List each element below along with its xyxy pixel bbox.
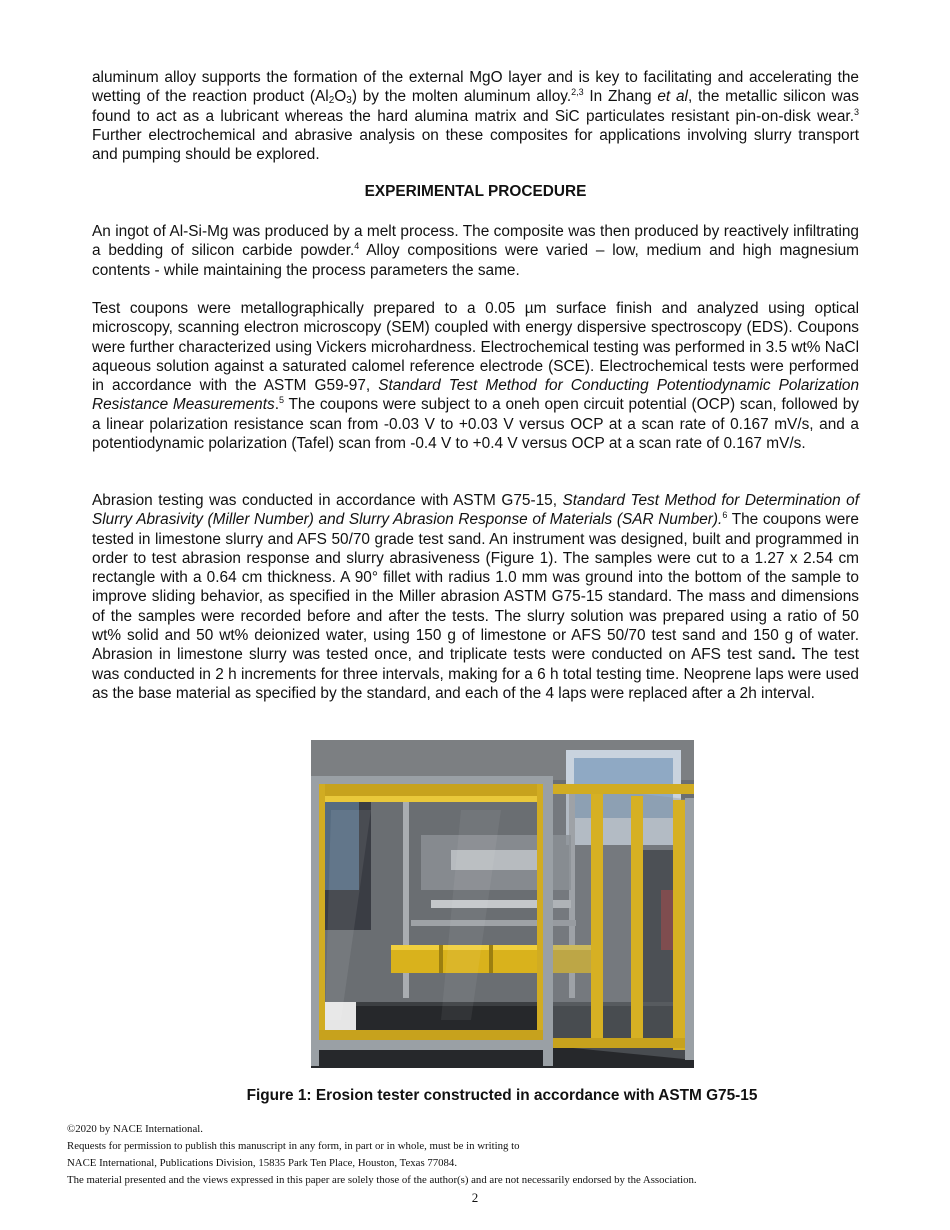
section-heading: EXPERIMENTAL PROCEDURE [364, 183, 587, 200]
footer-line: The material presented and the views expressed in this paper are solely those of the author(s) and are not necessarily endorsed by the Association. [67, 1174, 697, 1186]
footer-line: NACE International, Publications Division, 15835 Park Ten Place, Houston, Texas 77084. [67, 1157, 458, 1169]
copyright-footer [67, 1121, 887, 1189]
erosion-tester-photo [311, 740, 694, 1068]
procedure-paragraph-ingot: An ingot of Al-Si-Mg was produced by a melt process. The composite was then produced by reactively infiltrating a bedding of silicon carbide powder.$^4$ Alloy compositions were varied – low, medium and high magnesium contents - while maintaining the process parameters the same. [92, 223, 860, 279]
procedure-paragraph-electrochemical: Test coupons were metallographically prepared to a 0.05 µm surface finish and analyzed using optical microscopy, scanning electron microscopy (SEM) coupled with energy dispersive spectroscopy (EDS). Coupons were further characterized using Vickers microhardness. Electrochemical testing was performed in 3.5 wt% NaCl aqueous solution against a saturated calomel reference electrode (SCE). Electrochemical tests were performed in accordance with the ASTM G59-97, Standard Test Method for Conducting Potentiodynamic Polarization Resistance Measurements.$^5$ The coupons were subject to a oneh open circuit potential (OCP) scan, followed by a linear polarization resistance scan from -0.03 V to +0.03 V versus OCP at a scan rate of 0.167 mV/s, and a potentiodynamic polarization (Tafel) scan from -0.4 V to +0.4 V versus OCP at a scan rate of 0.167 mV/s. [92, 300, 860, 453]
procedure-paragraph-abrasion: Abrasion testing was conducted in accordance with ASTM G75-15, Standard Test Method for Determination of Slurry Abrasivity (Miller Number) and Slurry Abrasion Response of Materials (SAR Number).$^6$ The coupons were tested in limestone slurry and AFS 50/70 grade test sand. An instrument was designed, built and programmed in order to test abrasion response and slurry abrasiveness (Figure 1). The samples were cut to a 1.27 x 2.54 cm rectangle with a 0.64 cm thickness. A 90° fillet with radius 1.0 mm was ground into the bottom of the sample to improve sliding behavior, as specified in the Miller abrasion ASTM G75-15 standard. The mass and dimensions of the samples were recorded before and after the tests. The slurry solution was prepared using a ratio of 50 wt% solid and 50 wt% deionized water, using 150 g of limestone or AFS 50/70 test sand and 150 g of water. Abrasion in limestone slurry was tested once, and triplicate tests were conducted on AFS test sand. The test was conducted in 2 h increments for three intervals, making for a 6 h total testing time. Neoprene laps were used as the base material as specified by the standard, and each of the 4 laps were replaced after a 2h interval. [92, 492, 859, 702]
figure-caption: Figure 1: Erosion tester constructed in accordance with ASTM G75-15 [246, 1087, 758, 1104]
erosion-tester-illustration [311, 740, 694, 1068]
footer-line: Requests for permission to publish this manuscript in any form, in part or in whole, must be in writing to [67, 1140, 520, 1152]
footer-line: ©2020 by NACE International. [67, 1123, 203, 1135]
intro-paragraph: aluminum alloy supports the formation of the external MgO layer and is key to facilitating and accelerating the wetting of the reaction product $(Al_2O_3)$ by the molten aluminum alloy.$^{2,3}$ In Zhang et al, the metallic silicon was found to act as a lubricant whereas the hard alumina matrix and SiC particulates resistant pin-on-disk wear.$^3$ Further electrochemical and abrasive analysis on these composites for applications involving slurry transport and pumping should be explored. [92, 69, 859, 164]
page-number: 2 [471, 1190, 479, 1205]
